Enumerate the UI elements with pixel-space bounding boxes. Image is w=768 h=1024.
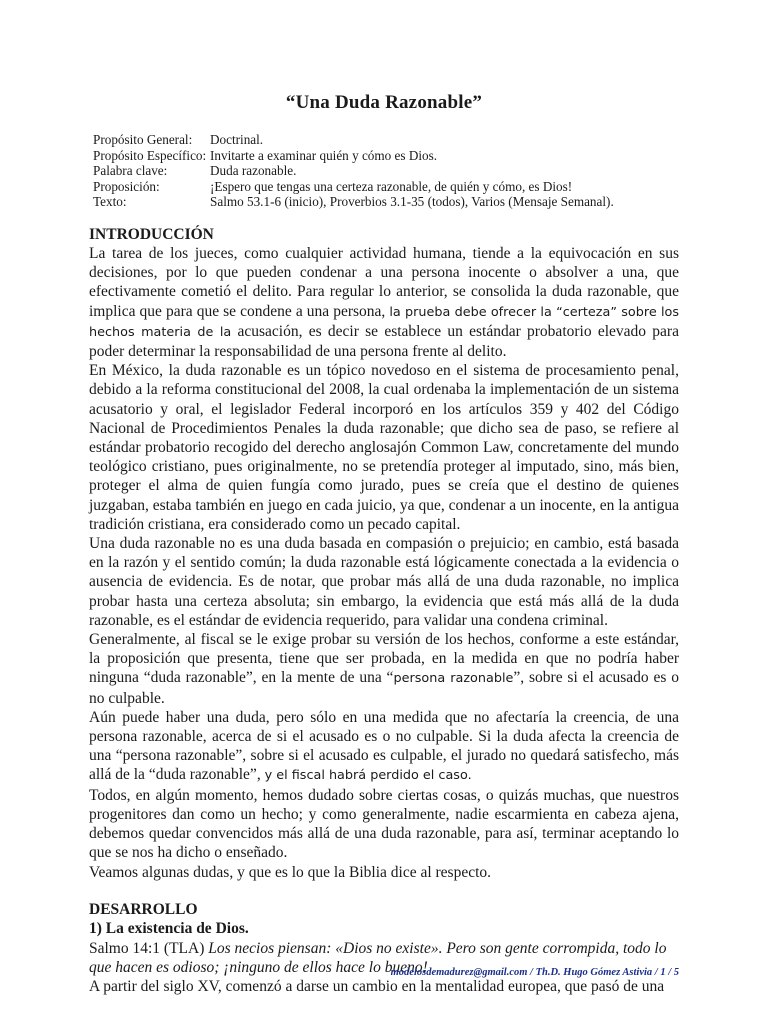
intro-paragraph-1: La tarea de los jueces, como cualquier actividad humana, tiende a la equivocación en sus decisiones, por lo que pueden condenar a una persona inocente o absolver a una, que efectivamente cometió el delito. Para regular lo anterior, se consolida la duda razonable, que implica que para que se condene a una persona, la prueba debe ofrecer la “certeza” sobre los hechos materia de la acusación, es decir se establece un estándar probatorio elevado para poder determinar la responsabilidad de una persona frente al delito.	[89, 245, 679, 361]
meta-row	[93, 132, 614, 148]
meta-key: Propósito General:	[93, 132, 193, 147]
development-paragraph-1: A partir del siglo XV, comenzó a darse un cambio en la mentalidad europea, que pasó de una	[89, 978, 665, 996]
meta-key: Proposición:	[93, 178, 160, 194]
intro-paragraph-5: Aún puede haber una duda, pero sólo en una medida que no afectaría la creencia, de una persona razonable, acerca de si el acusado es o no culpable. Si la duda afecta la creencia de una “persona razonable”, sobre si el acusado es culpable, el jurado no quedará satisfecho, más allá de la “duda razonable”, y el fiscal habrá perdido el caso.	[89, 708, 679, 784]
point-1-heading: 1) La existencia de Dios.	[89, 920, 249, 938]
meta-row	[93, 163, 614, 179]
meta-key: Palabra clave:	[93, 163, 168, 178]
intro-paragraph-3: Una duda razonable no es una duda basada en compasión o prejuicio; en cambio, está basada en la razón y el sentido común; la duda razonable está lógicamente conectada a la evidencia o ausencia de evidencia. Es de notar, que probar más allá de una duda razonable, no implica probar hasta una certeza absoluta; sin embargo, la evidencia que está más allá de la duda razonable, es el estándar de evidencia requerido, para validar una condena criminal.	[89, 535, 679, 629]
intro-paragraph-6: Todos, en algún momento, hemos dudado sobre ciertas cosas, o quizás muchas, que nuestros progenitores dan como un hecho; y como generalmente, nadie escarmienta en cabeza ajena, debemos quedar convencidos más allá de una duda razonable, para así, terminar aceptando lo que se nos ha dicho o enseñado.	[89, 786, 679, 862]
intro-heading: INTRODUCCIÓN	[89, 225, 214, 243]
meta-value: Doctrinal.	[210, 132, 264, 147]
meta-key: Propósito Específico:	[93, 147, 207, 163]
meta-value: ¡Espero que tengas una certeza razonable, de quién y cómo, es Dios!	[210, 178, 573, 194]
meta-row	[93, 194, 614, 210]
meta-row	[93, 148, 614, 164]
verse-text: Los necios piensan: «Dios no existe». Pero son gente corrompida, todo lo que hacen es odioso; ¡ninguno de ellos hace lo bueno!	[89, 939, 667, 976]
development-heading: DESARROLLO	[89, 900, 198, 918]
intro-paragraph-7: Veamos algunas dudas, y que es lo que la Biblia dice al respecto.	[89, 863, 492, 881]
page-footer: modelosdemadurez@gmail.com / Th.D. Hugo Gómez Astivia / 1 / 5	[390, 967, 679, 978]
meta-value: Invitarte a examinar quién y cómo es Dios.	[210, 147, 438, 163]
meta-key: Texto:	[93, 194, 127, 209]
meta-row	[93, 179, 614, 195]
sermon-metadata	[93, 132, 614, 210]
meta-value: Salmo 53.1-6 (inicio), Proverbios 3.1-35 (todos), Varios (Mensaje Semanal).	[210, 194, 614, 209]
meta-value: Duda razonable.	[210, 163, 297, 178]
verse-reference: Salmo 14:1 (TLA)	[89, 939, 209, 957]
intro-paragraph-4: Generalmente, al fiscal se le exige probar su versión de los hechos, conforme a este estándar, la proposición que presenta, tiene que ser probada, en la medida en que no podría haber ninguna “duda razonable”, en la mente de una “persona razonable”, sobre si el acusado es o no culpable.	[89, 631, 680, 707]
intro-paragraph-2: En México, la duda razonable es un tópico novedoso en el sistema de procesamiento penal, debido a la reforma constitucional del 2008, la cual ordenaba la implementación de un sistema acusatorio y oral, el legislador Federal incorporó en los artículos 359 y 402 del Código Nacional de Procedimientos Penales la duda razonable; que dicho sea de paso, se refiere al estándar probatorio recogido del derecho anglosajón Common Law, concretamente del mundo teológico cristiano, pues originalmente, no se pretendía proteger al imputado, sino, más bien, proteger el alma de quien fungía como jurado, pues se creía que el destino de quienes juzgaban, estaba también en juego en cada juicio, ya que, condenar a un inocente, en la antigua tradición cristiana, era considerado como un pecado capital.	[89, 362, 679, 533]
document-title: “Una Duda Razonable”	[285, 92, 483, 113]
